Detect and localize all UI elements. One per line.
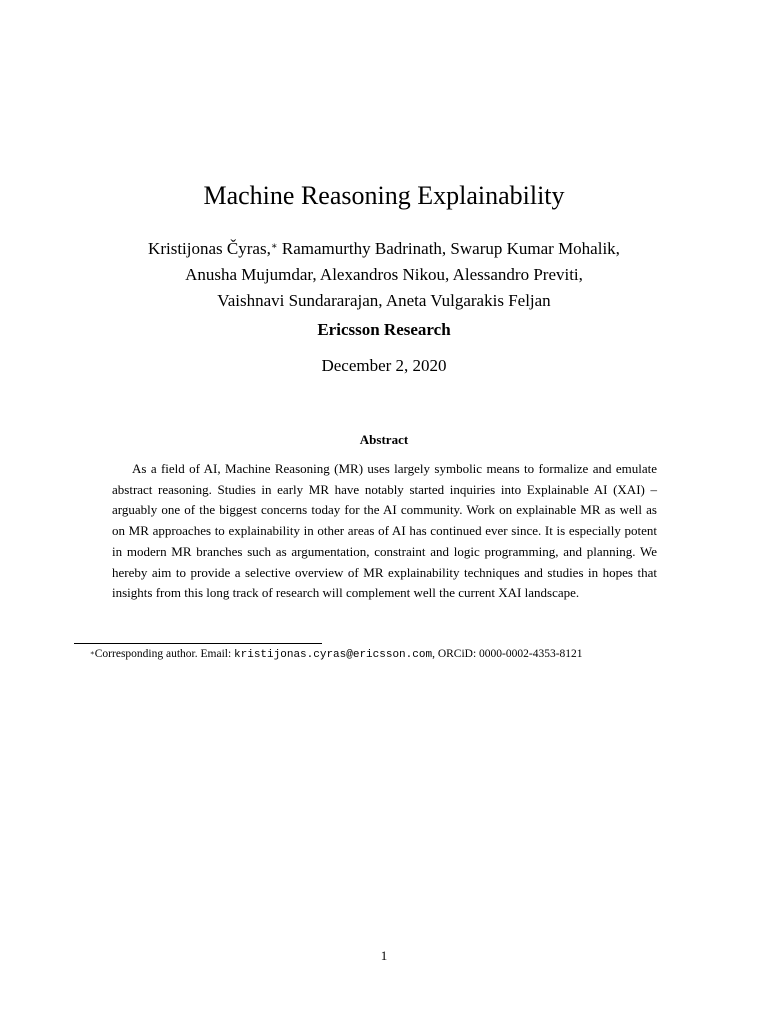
author-names-rest: Ramamurthy Badrinath, Swarup Kumar Mohalik, (277, 239, 620, 258)
author-email-link[interactable]: kristijonas.cyras@ericsson.com (234, 649, 433, 661)
author-list (0, 236, 768, 314)
footnote-marker: ∗ (90, 649, 95, 657)
author-line-3: Vaishnavi Sundararajan, Aneta Vulgarakis Feljan (217, 291, 551, 310)
author-line-1 (0, 236, 768, 262)
abstract-heading: Abstract (359, 432, 409, 447)
first-author-name: Kristijonas Čyras, (148, 239, 271, 258)
corresponding-author-marker: ∗ (270, 241, 278, 252)
affiliation: Ericsson Research (317, 320, 451, 339)
footnote-prefix: Corresponding author. Email: (94, 648, 235, 660)
page-number: 1 (380, 948, 388, 963)
abstract-text: As a field of AI, Machine Reasoning (MR) uses largely symbolic means to formalize and emulate abstract reasoning. Studies in early MR have notably started inquiries into Explainable AI (XAI) – arguably one of the biggest concerns today for the AI community. Work on explainable MR as well as on MR approaches to explainability in other areas of AI has continued ever since. It is especially potent in modern MR branches such as argumentation, constraint and logic programming, and planning. We hereby aim to provide a selective overview of MR explainability techniques and studies in hopes that insights from this long track of research will complement well the current XAI landscape. (112, 461, 657, 601)
footnote-divider (74, 643, 322, 644)
paper-title: Machine Reasoning Explainability (203, 181, 565, 210)
footnote (90, 646, 690, 663)
author-line-2: Anusha Mujumdar, Alexandros Nikou, Alessandro Previti, (185, 265, 583, 284)
publication-date: December 2, 2020 (321, 356, 447, 375)
footnote-orcid: , ORCiD: 0000-0002-4353-8121 (432, 648, 583, 660)
